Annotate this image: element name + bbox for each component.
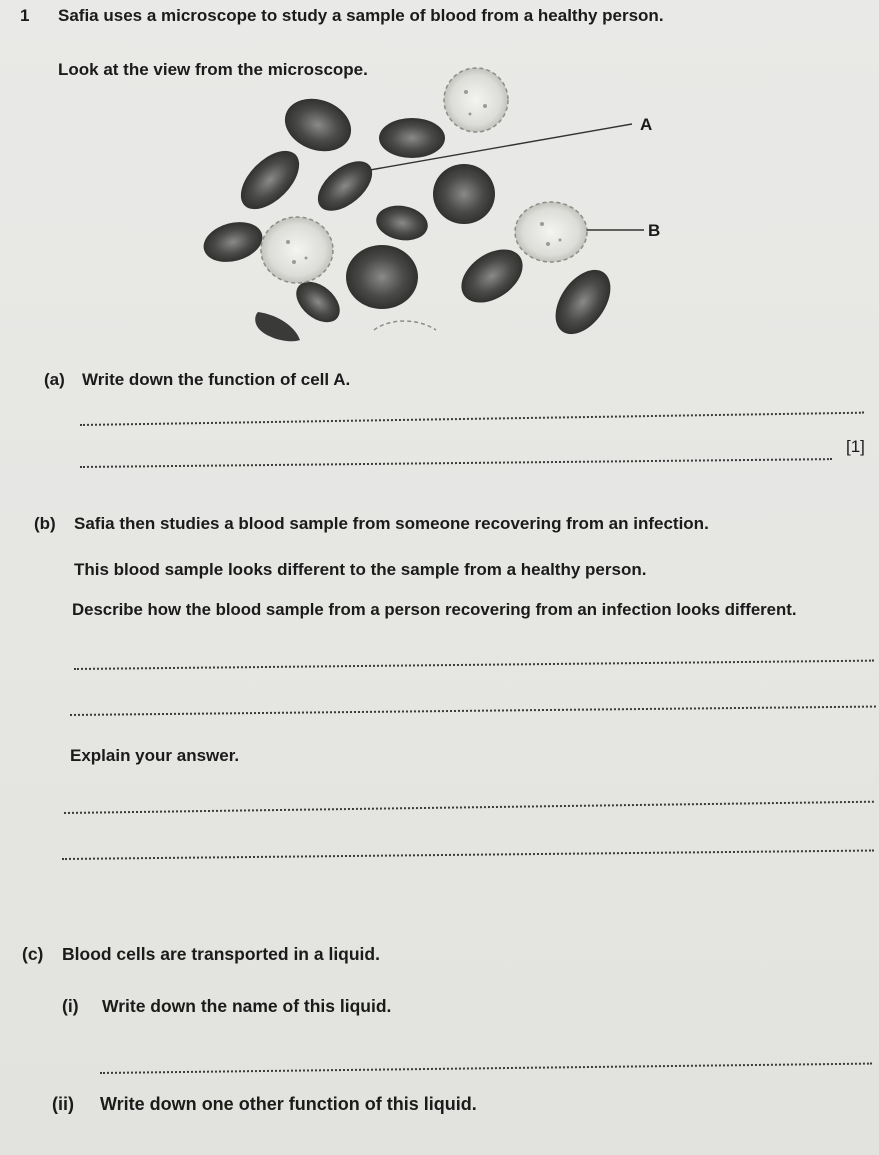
part-c-i-text: Write down the name of this liquid.: [102, 996, 392, 1016]
marks-indicator: [1]: [846, 437, 865, 456]
part-c-label: (c): [22, 944, 44, 964]
red-blood-cell: [277, 90, 358, 160]
white-blood-cell: [261, 217, 333, 283]
part-b-text-2: This blood sample looks different to the sample from a healthy person.: [74, 560, 647, 579]
answer-line[interactable]: [100, 1063, 872, 1074]
red-blood-cell: [452, 238, 533, 313]
red-blood-cell: [230, 140, 309, 219]
part-c-ii-text: [100, 1094, 477, 1115]
red-blood-cell: [544, 260, 621, 344]
part-b-text-1: Safia then studies a blood sample from someone recovering from an infection.: [74, 514, 709, 533]
red-blood-cell: [309, 152, 381, 221]
white-blood-cell: [374, 321, 436, 330]
question-stem: Safia uses a microscope to study a sample of blood from a healthy person.: [58, 6, 664, 25]
red-blood-cell: [255, 312, 300, 341]
answer-line[interactable]: [70, 706, 876, 716]
red-blood-cell: [346, 245, 418, 309]
question-number: 1: [20, 6, 30, 25]
white-blood-cell-b: [515, 202, 587, 262]
part-b-text-4: Explain your answer.: [70, 746, 240, 765]
white-blood-cell-a: [444, 68, 508, 132]
part-c-ii-emphasis-other: other: [238, 1094, 284, 1114]
red-blood-cell: [373, 202, 430, 245]
figure-instruction: Look at the view from the microscope.: [58, 60, 368, 79]
red-blood-cell: [379, 118, 445, 158]
part-c-ii-suffix: function of this liquid.: [288, 1094, 477, 1114]
microscope-view-figure: [170, 62, 690, 352]
label-b: B: [648, 221, 661, 240]
red-blood-cell: [433, 164, 495, 224]
label-a: A: [640, 115, 653, 134]
answer-line[interactable]: [74, 660, 874, 670]
part-c-ii-prefix: Write down: [100, 1094, 197, 1114]
answer-line[interactable]: [80, 412, 864, 426]
part-a-label: (a): [44, 370, 65, 389]
answer-line[interactable]: [64, 801, 874, 814]
part-c-ii-label: (ii): [52, 1094, 74, 1114]
part-c-i-label: (i): [62, 996, 79, 1016]
answer-line[interactable]: [80, 458, 832, 468]
answer-line[interactable]: [62, 849, 874, 860]
red-blood-cell: [199, 216, 267, 268]
part-b-text-3: Describe how the blood sample from a person recovering from an infection looks different.: [72, 600, 797, 619]
part-c-ii-emphasis-one: one: [201, 1094, 234, 1114]
part-b-label: (b): [34, 514, 56, 533]
part-c-text: Blood cells are transported in a liquid.: [62, 944, 380, 964]
part-a-text: Write down the function of cell A.: [82, 370, 351, 389]
